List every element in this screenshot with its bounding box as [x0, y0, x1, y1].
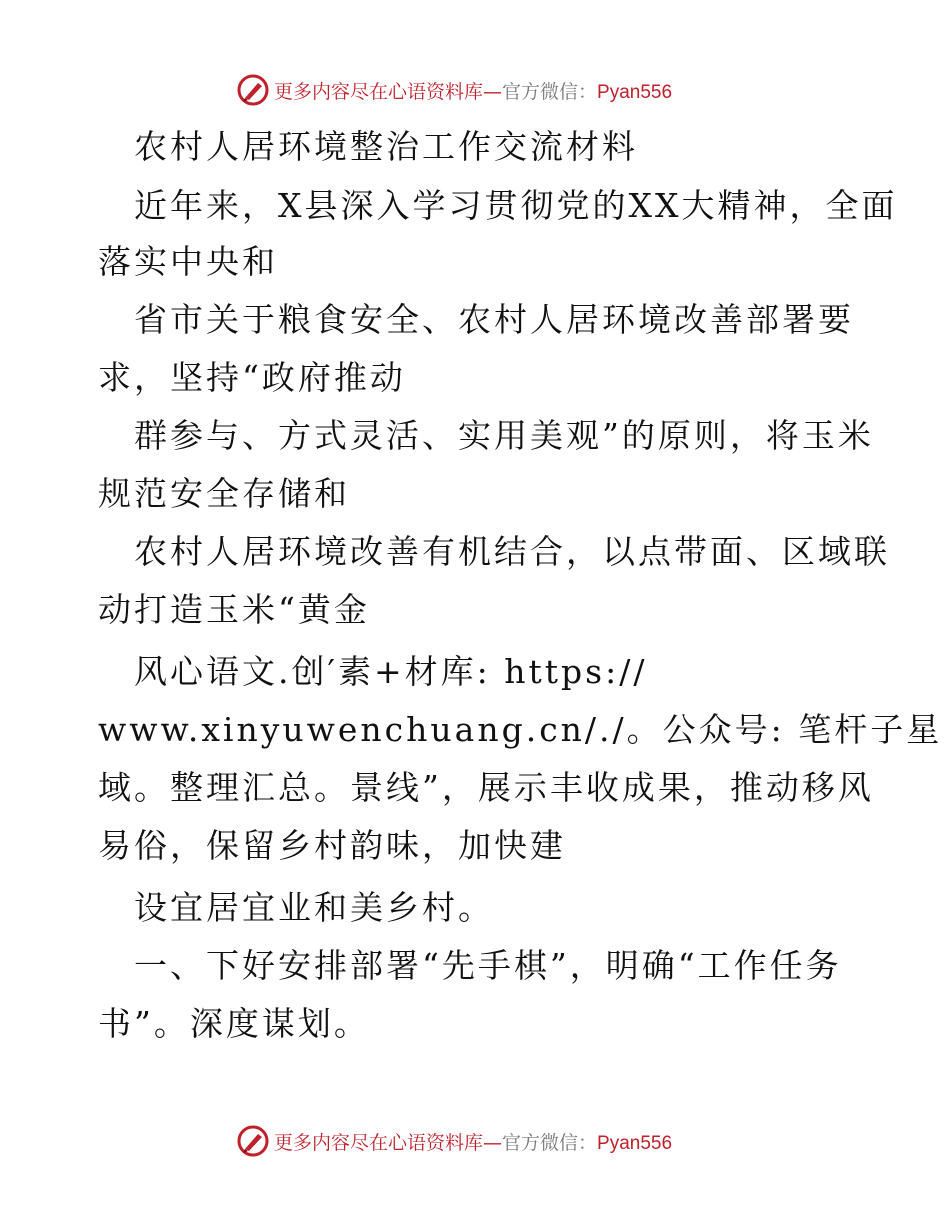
- doc-line: 域。整理汇总。景线”，展示丰收成果，推动移风: [98, 768, 874, 807]
- doc-line: 易俗，保留乡村韵味，加快建: [98, 826, 566, 865]
- doc-line: 省市关于粮食安全、农村人居环境改善部署要: [134, 300, 854, 339]
- doc-line: 规范安全存储和: [98, 474, 350, 513]
- doc-title: 农村人居环境整治工作交流材料: [134, 127, 638, 166]
- doc-line: 农村人居环境改善有机结合，以点带面、区域联: [134, 532, 890, 571]
- watermark-footer: [236, 1123, 756, 1159]
- doc-line: 落实中央和: [98, 242, 278, 281]
- doc-line: 设宜居宜业和美乡村。: [134, 888, 494, 927]
- doc-line: 风心语文.创′素+材库: https://: [134, 652, 648, 691]
- doc-line: www.xinyuwenchuang.cn/./。公众号: 笔杆子星: [98, 710, 943, 749]
- doc-line: 动打造玉米“黄金: [98, 590, 370, 629]
- doc-line: 一、下好安排部署“先手棋”，明确“工作任务: [134, 946, 842, 985]
- watermark-text: 更多内容尽在心语资料库—官方微信：Pyan556: [274, 1131, 673, 1154]
- doc-line: 书”。深度谋划。: [98, 1004, 370, 1043]
- watermark-text: 更多内容尽在心语资料库—官方微信：Pyan556: [274, 80, 673, 103]
- watermark-header: [236, 72, 756, 108]
- pen-circle-logo-icon: [236, 1124, 270, 1158]
- pen-circle-logo-icon: [236, 73, 270, 107]
- doc-line: 群参与、方式灵活、实用美观”的原则，将玉米: [134, 416, 874, 455]
- doc-line: 求，坚持“政府推动: [98, 358, 406, 397]
- doc-line: 近年来，X县深入学习贯彻党的XX大精神，全面: [134, 186, 898, 225]
